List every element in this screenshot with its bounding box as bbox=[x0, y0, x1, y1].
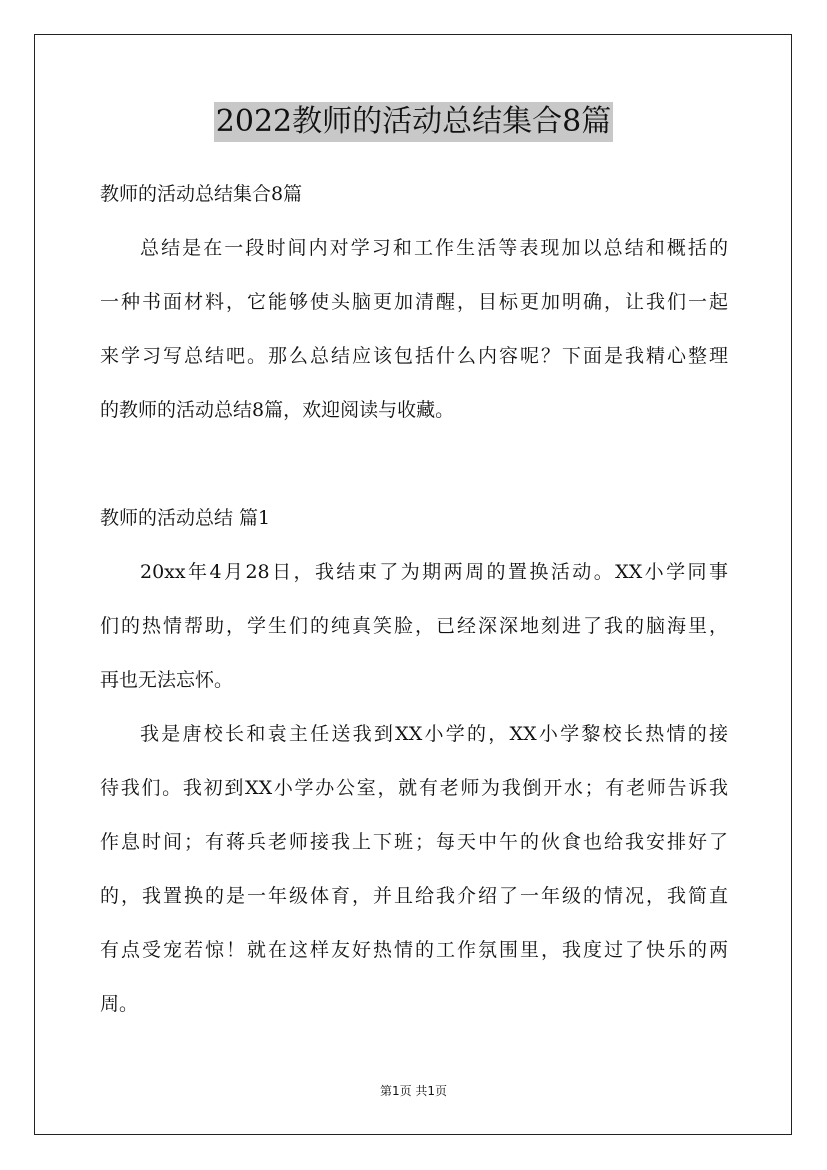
document-subtitle: 教师的活动总结集合8篇 bbox=[100, 183, 303, 205]
title-container bbox=[0, 102, 827, 142]
paragraph-2 bbox=[100, 707, 728, 1031]
paragraph-line: 们的热情帮助，学生们的纯真笑脸，已经深深地刻进了我的脑海里， bbox=[100, 615, 728, 637]
paragraph-line: 周。 bbox=[100, 993, 139, 1015]
paragraph-line: 总结是在一段时间内对学习和工作生活等表现加以总结和概括的 bbox=[140, 237, 728, 259]
page-number: 第1页 共1页 bbox=[379, 1084, 448, 1098]
spacer bbox=[100, 437, 728, 491]
intro-paragraph bbox=[100, 221, 728, 437]
paragraph-1 bbox=[100, 545, 728, 707]
paragraph-line: 我是唐校长和袁主任送我到XX小学的，XX小学黎校长热情的接 bbox=[140, 723, 728, 745]
paragraph-line: 20xx年4月28日，我结束了为期两周的置换活动。XX小学同事 bbox=[140, 561, 728, 583]
document-title: 2022教师的活动总结集合8篇 bbox=[214, 102, 613, 142]
paragraph-line: 作息时间；有蒋兵老师接我上下班；每天中午的伙食也给我安排好了 bbox=[100, 831, 728, 853]
page-footer bbox=[0, 1082, 827, 1099]
paragraph-line: 有点受宠若惊！就在这样友好热情的工作氛围里，我度过了快乐的两 bbox=[100, 939, 728, 961]
paragraph-line: 再也无法忘怀。 bbox=[100, 669, 234, 691]
section-heading: 教师的活动总结 篇1 bbox=[100, 507, 271, 529]
paragraph-line: 的，我置换的是一年级体育，并且给我介绍了一年级的情况，我简直 bbox=[100, 885, 728, 907]
paragraph-line: 来学习写总结吧。那么总结应该包括什么内容呢？下面是我精心整理 bbox=[100, 345, 728, 367]
document-body bbox=[100, 167, 728, 1031]
paragraph-line: 一种书面材料，它能够使头脑更加清醒，目标更加明确，让我们一起 bbox=[100, 291, 728, 313]
paragraph-line: 的教师的活动总结8篇，欢迎阅读与收藏。 bbox=[100, 399, 455, 421]
paragraph-line: 待我们。我初到XX小学办公室，就有老师为我倒开水；有老师告诉我 bbox=[100, 777, 728, 799]
